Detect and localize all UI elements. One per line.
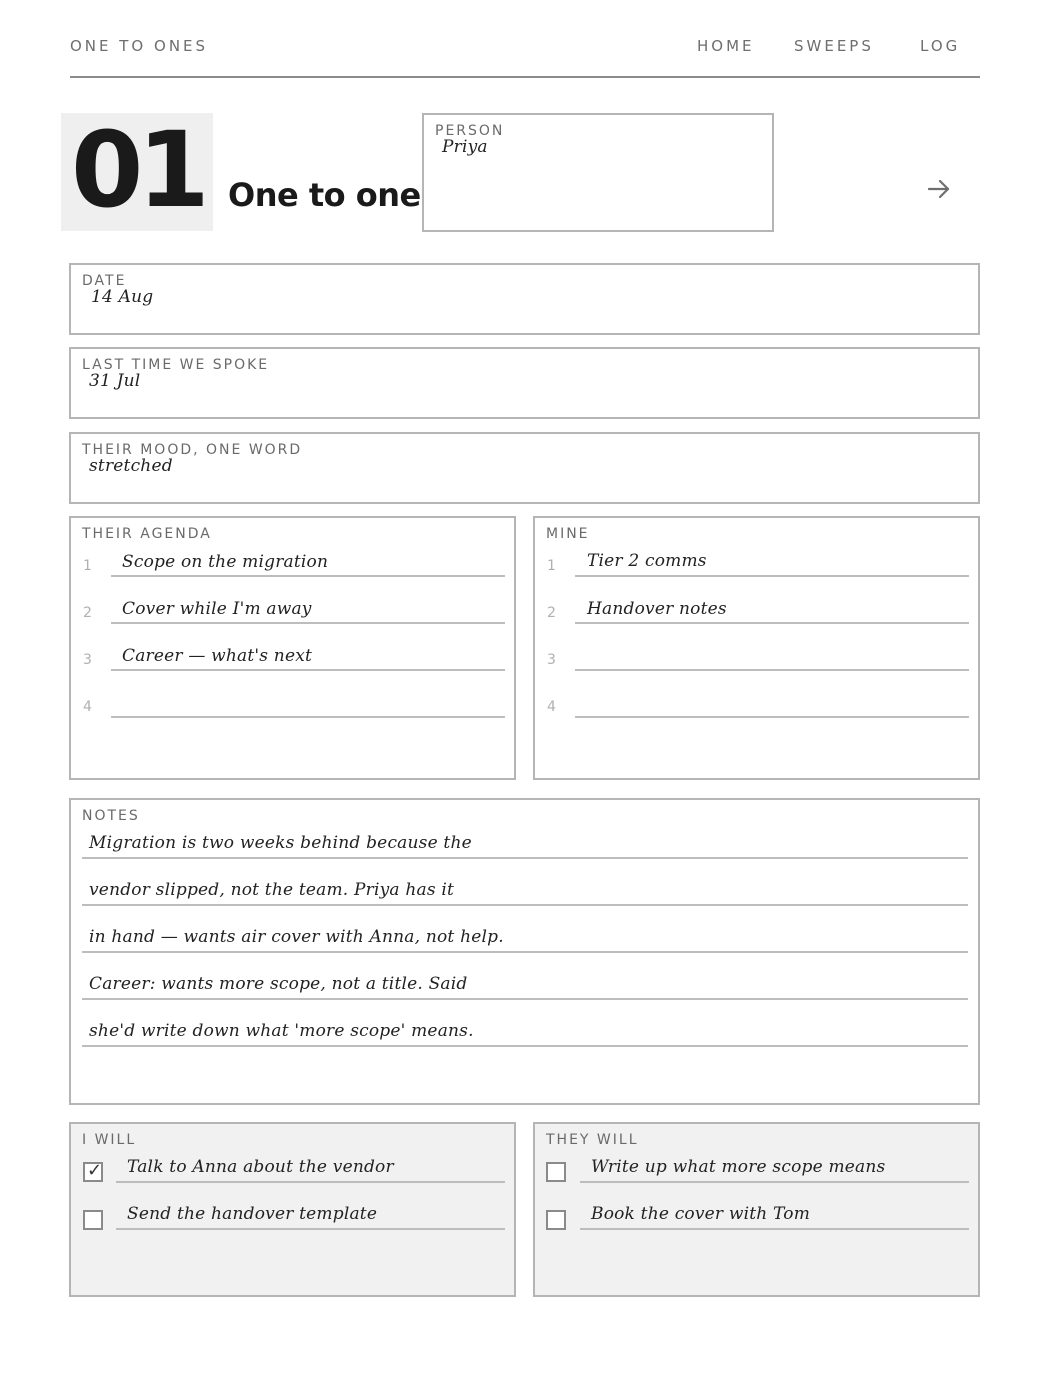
page-number-block [61,109,213,231]
action-row-line [580,1228,969,1230]
notes-rule [82,998,968,1000]
mood-field[interactable] [69,432,980,504]
agenda-row-line [575,669,969,671]
agenda-row-line [111,716,505,718]
mood-label: THEIR MOOD, ONE WORD [82,442,303,458]
top-nav [70,0,980,78]
action-row-line [116,1228,505,1230]
notes-line: she'd write down what 'more scope' means. [89,1021,474,1041]
action-item-text[interactable]: Talk to Anna about the vendor [127,1157,394,1177]
checkbox-checked[interactable] [83,1162,103,1182]
agenda-row-line [575,575,969,577]
agenda-row-number: 3 [83,652,92,668]
notes-rule [82,904,968,906]
brand-title: ONE TO ONES [70,37,209,55]
nav-link-home[interactable]: HOME [697,37,755,55]
page-number: 01 [71,109,204,231]
notes-label: NOTES [82,808,140,824]
agenda-row-number: 2 [83,605,92,621]
agenda-item-text[interactable]: Tier 2 comms [587,551,707,571]
notes-rule [82,857,968,859]
person-value: Priya [442,137,488,157]
agenda-row-number: 4 [547,699,556,715]
last-spoke-field[interactable] [69,347,980,419]
mood-value: stretched [89,456,173,476]
check-icon: ✓ [87,1160,103,1181]
nav-link-log[interactable]: LOG [920,37,961,55]
last-spoke-label: LAST TIME WE SPOKE [82,357,270,373]
agenda-item-text[interactable]: Scope on the migration [122,552,329,572]
my-agenda-label: MINE [546,526,590,542]
i-will-label: I WILL [82,1132,137,1148]
their-agenda-label: THEIR AGENDA [82,526,212,542]
agenda-row-number: 1 [83,558,92,574]
agenda-item-text[interactable]: Career — what's next [122,646,313,666]
date-label: DATE [82,273,127,289]
notes-panel[interactable] [69,798,980,1105]
person-field[interactable] [422,113,774,232]
agenda-row-line [575,716,969,718]
notes-rule [82,1045,968,1047]
checkbox[interactable] [546,1210,566,1230]
their-agenda-panel [69,516,516,780]
date-field[interactable] [69,263,980,335]
notes-line: vendor slipped, not the team. Priya has it [89,880,455,900]
action-row-line [116,1181,505,1183]
notes-line: Migration is two weeks behind because the [89,833,472,853]
agenda-row-number: 3 [547,652,556,668]
action-item-text[interactable]: Book the cover with Tom [591,1204,811,1224]
arrow-right-icon[interactable] [926,177,952,201]
date-value: 14 Aug [91,287,154,307]
agenda-item-text[interactable]: Handover notes [587,599,727,619]
action-row-line [580,1181,969,1183]
last-spoke-value: 31 Jul [89,371,141,391]
page-title: One to one [228,176,421,214]
checkbox[interactable] [546,1162,566,1182]
notes-line: Career: wants more scope, not a title. Said [89,974,468,994]
agenda-row-number: 1 [547,558,556,574]
agenda-row-line [111,622,505,624]
nav-link-sweeps[interactable]: SWEEPS [794,37,874,55]
they-will-panel [533,1122,980,1297]
agenda-item-text[interactable]: Cover while I'm away [122,599,312,619]
notes-line: in hand — wants air cover with Anna, not help. [89,927,504,947]
agenda-row-line [111,575,505,577]
checkbox[interactable] [83,1210,103,1230]
action-item-text[interactable]: Write up what more scope means [591,1157,886,1177]
agenda-row-number: 2 [547,605,556,621]
i-will-panel [69,1122,516,1297]
my-agenda-panel [533,516,980,780]
person-label: PERSON [435,123,505,139]
they-will-label: THEY WILL [546,1132,639,1148]
action-item-text[interactable]: Send the handover template [127,1204,378,1224]
agenda-row-number: 4 [83,699,92,715]
agenda-row-line [575,622,969,624]
notes-rule [82,951,968,953]
agenda-row-line [111,669,505,671]
